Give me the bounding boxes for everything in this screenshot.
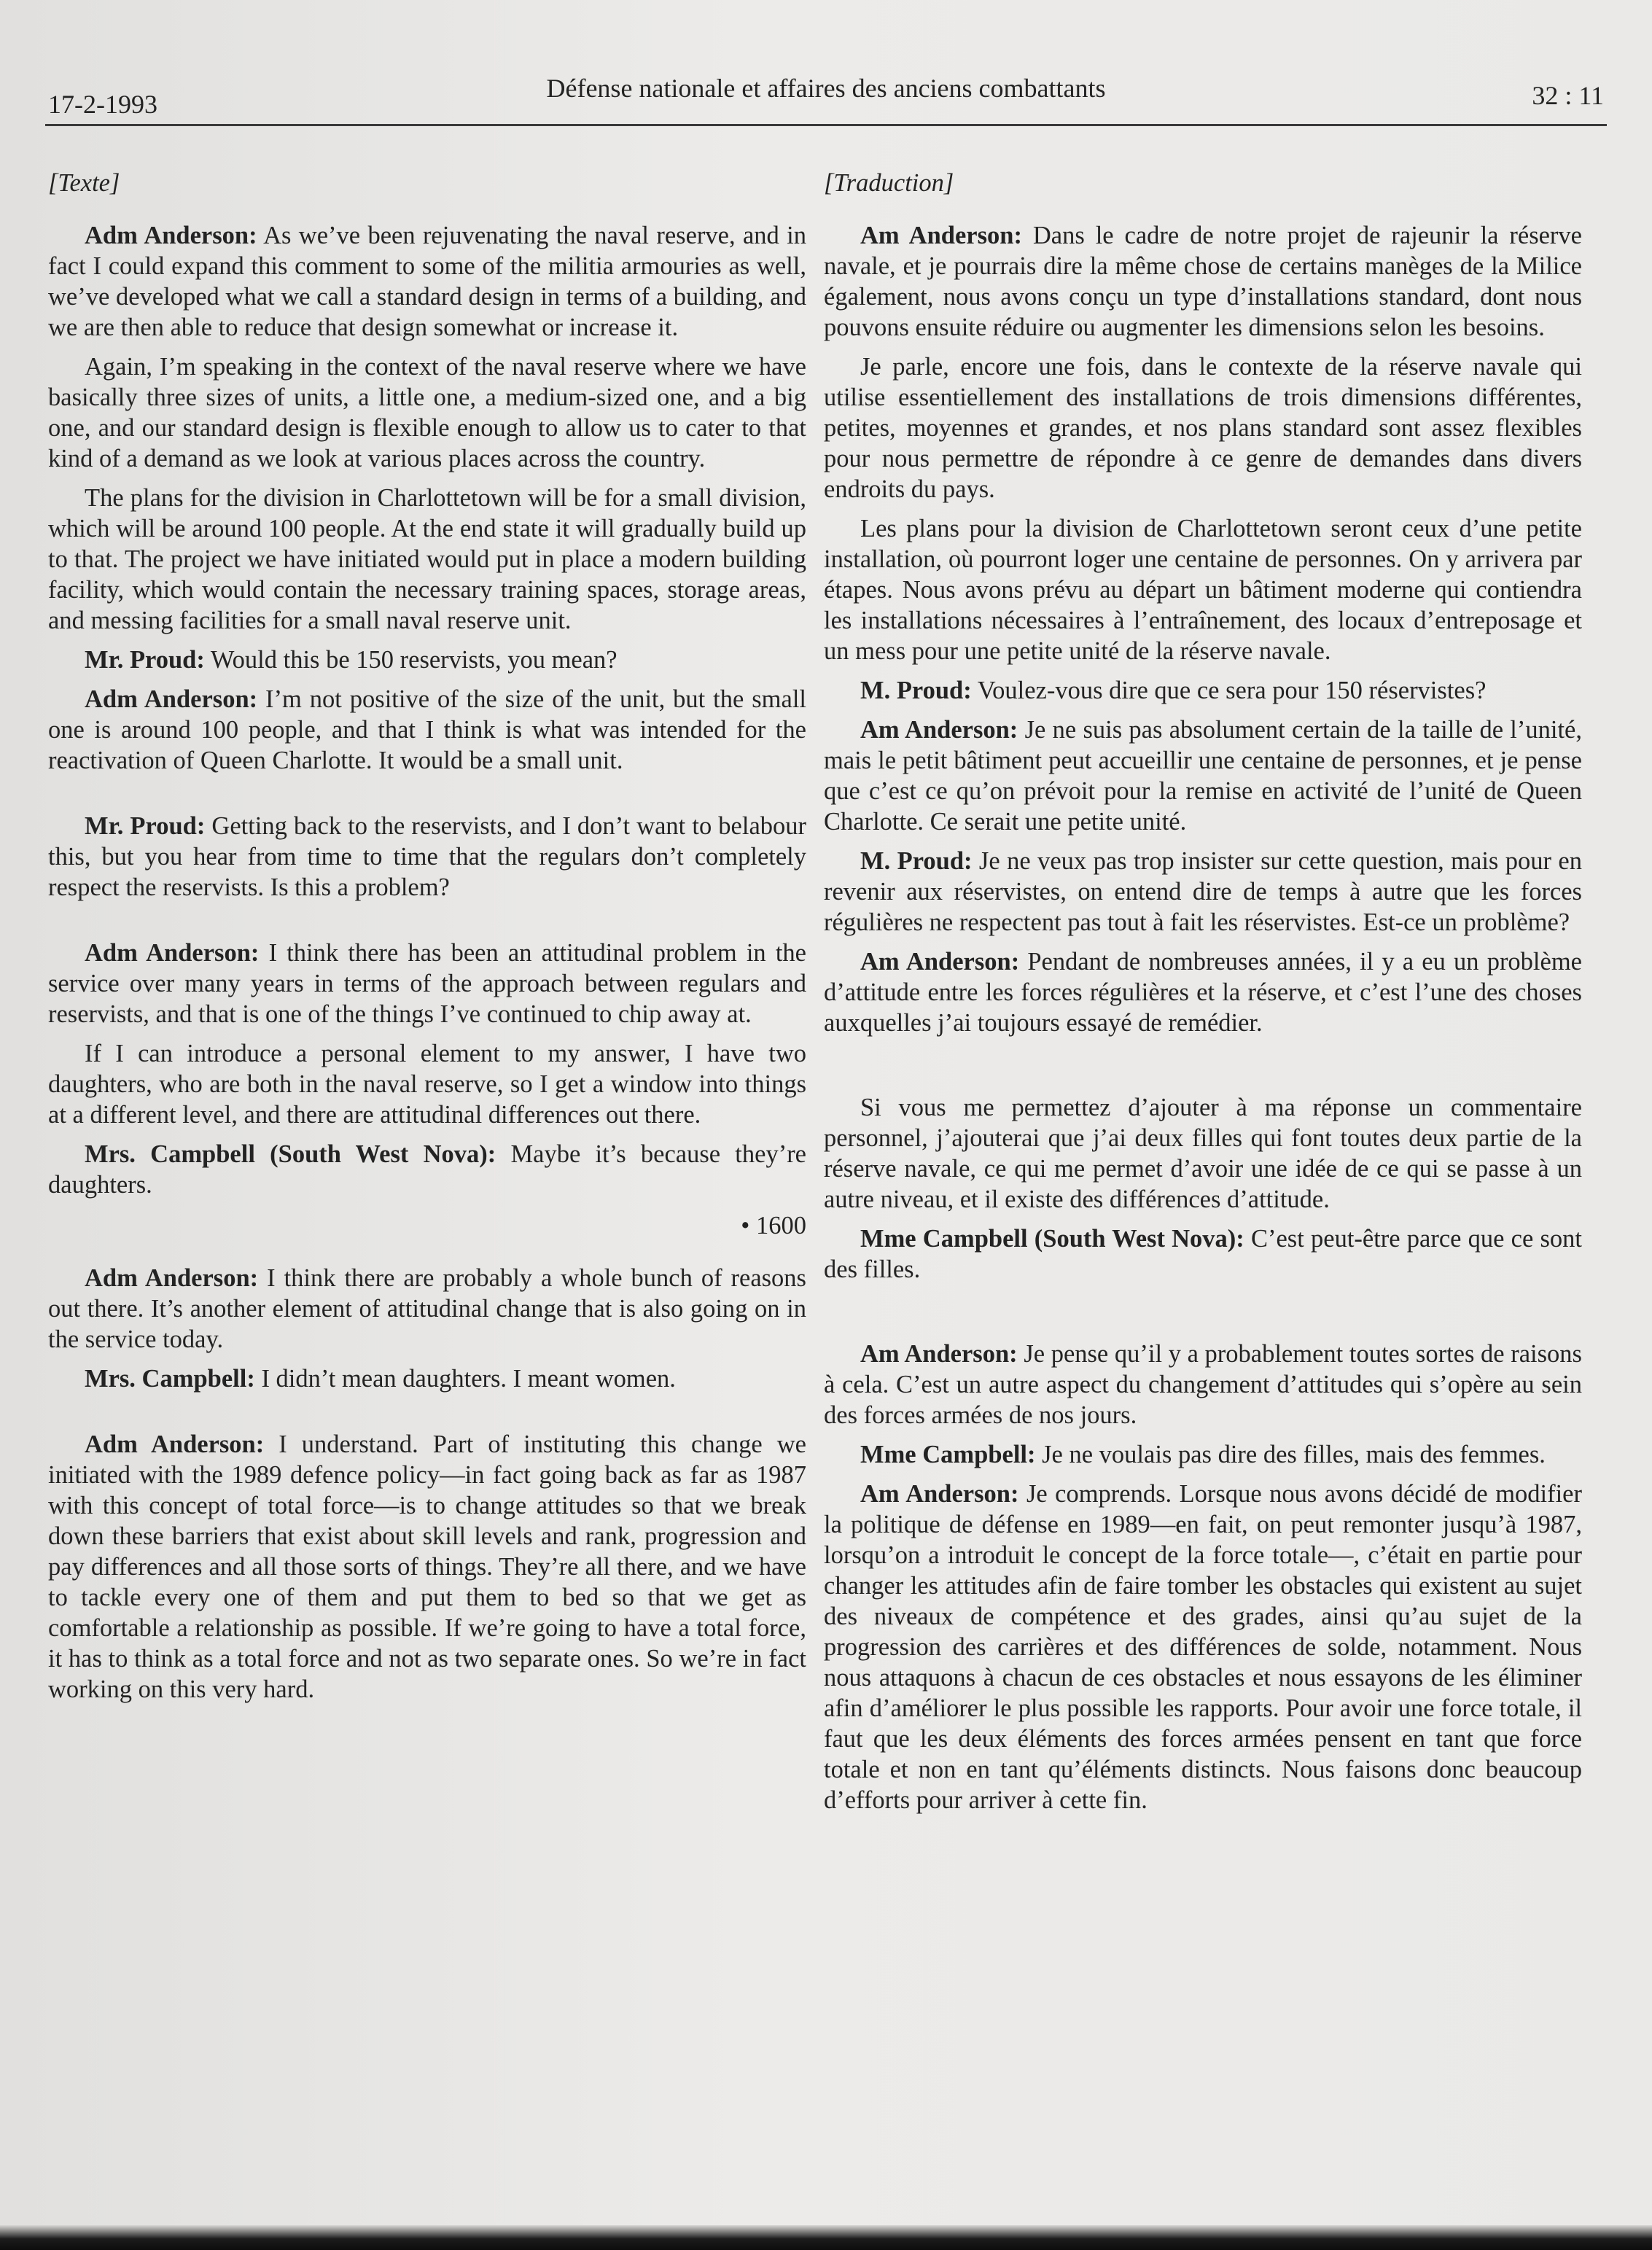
- speaker-name: Adm Anderson:: [85, 1264, 259, 1292]
- paragraph: [824, 1439, 1582, 1470]
- paragraph: [48, 938, 806, 1029]
- speaker-name: Adm Anderson:: [85, 939, 260, 967]
- speech-text: Je comprends. Lorsque nous avons décidé de modifier la politique de défense en 1989—en fait, on peut remonter jusqu’à 1987, lorsqu’on a introduit le concept de la force totale—, c’était en partie pour changer les attitudes afin de faire tomber les obstacles qui existent au sujet des niveaux de compétence et des grades, ainsi qu’au sujet de la progression des carrières et des différences de solde, notamment. Nous nous attaquons à chacun de ces obstacles et nous essayons de les éliminer afin d’améliorer le plus possible les rapports. Pour avoir une force totale, il faut que les deux éléments des forces armées pensent en tant que force totale et non en tant qu’éléments distincts. Nous faisons donc beaucoup d’efforts pour arriver à cette fin.: [824, 1480, 1582, 1814]
- header-title: Défense nationale et affaires des anciens combattants: [546, 74, 1106, 103]
- scan-bottom-edge: [0, 2225, 1652, 2250]
- speech-text: C’est peut-être parce que ce sont des filles.: [824, 1225, 1582, 1283]
- speaker-name: Mrs. Campbell (South West Nova):: [85, 1140, 496, 1168]
- paragraph: [824, 1479, 1582, 1815]
- speaker-name: M. Proud:: [860, 677, 972, 704]
- paragraph: Si vous me permettez d’ajouter à ma réponse un commentaire personnel, j’ajouterai que j’ai deux filles qui font toutes deux partie de la réserve navale, ce qui me permet d’avoir une idée de ce qui se passe à un autre niveau, et il existe des différences d’attitude.: [824, 1094, 1582, 1213]
- speech-text: I think there are probably a whole bunch of reasons out there. It’s another element of attitudinal change that is also going on in the service today.: [48, 1264, 806, 1353]
- speaker-name: M. Proud:: [860, 847, 973, 875]
- paragraph: [824, 946, 1582, 1038]
- speaker-name: Am Anderson:: [860, 716, 1018, 744]
- header-date: 17-2-1993: [48, 90, 157, 119]
- speech-text: Getting back to the reservists, and I don’t want to belabour this, but you hear from time to time that the regulars don’t completely respect the reservists. Is this a problem?: [48, 812, 806, 901]
- speaker-name: Am Anderson:: [860, 222, 1022, 249]
- speaker-name: Mr. Proud:: [85, 812, 206, 840]
- speech-text: Pendant de nombreuses années, il y a eu un problème d’attitude entre les forces régulières et la réserve, et c’est l’une des choses auxquelles j’ai toujours essayé de remédier.: [824, 948, 1582, 1037]
- paragraph: [824, 715, 1582, 837]
- speaker-name: Am Anderson:: [860, 1340, 1018, 1368]
- speech-text: Je pense qu’il y a probablement toutes sortes de raisons à cela. C’est un autre aspect du changement d’attitudes qui s’opère au sein des forces armées de nos jours.: [824, 1340, 1582, 1429]
- paragraph: [824, 846, 1582, 938]
- header-page-number: 32 : 11: [1532, 81, 1604, 110]
- speech-text: I didn’t mean daughters. I meant women.: [254, 1365, 676, 1393]
- paragraph: The plans for the division in Charlottetown will be for a small division, which will be around 100 people. At the end state it will gradually build up to that. The project we have initiated would put in place a modern building facility, which would contain the necessary training spaces, storage areas, and messing facilities for a small naval reserve unit.: [48, 484, 806, 634]
- paragraph: [824, 1339, 1582, 1430]
- paragraph: [824, 220, 1582, 343]
- speaker-name: Adm Anderson:: [85, 222, 257, 249]
- speech-text: I understand. Part of instituting this change we initiated with the 1989 defence policy—in fact going back as far as 1987 with this concept of total force—is to change attitudes so that we break down these barriers that exist about skill levels and rank, progression and pay differences and all those sorts of things. They’re all there, and we have to tackle every one of them and put them to bed so that we get as comfortable a relationship as possible. If we’re going to have a total force, it has to think as a total force and not as two separate ones. So we’re in fact working on this very hard.: [48, 1430, 806, 1703]
- time-marker: • 1600: [741, 1212, 806, 1239]
- speech-text: Would this be 150 reservists, you mean?: [204, 646, 617, 674]
- speech-text: I think there has been an attitudinal problem in the service over many years in terms of the approach between regulars and reservists, and that is one of the things I’ve continued to chip away at.: [48, 939, 806, 1028]
- english-column: [48, 168, 806, 1713]
- paragraph: Les plans pour la division de Charlottetown seront ceux d’une petite installation, où pourront loger une centaine de personnes. On y arrivera par étapes. Nous avons prévu au départ un bâtiment moderne qui contiendra les installations nécessaires à l’entraînement, des locaux d’entreposage et un mess pour une petite unité de la réserve navale.: [824, 515, 1582, 665]
- spacer: [824, 1293, 1582, 1339]
- paragraph: [48, 1263, 806, 1355]
- paragraph: [48, 1363, 806, 1394]
- speaker-name: Adm Anderson:: [85, 685, 258, 713]
- speech-text: Je ne voulais pas dire des filles, mais des femmes.: [1035, 1441, 1546, 1468]
- speaker-name: Mr. Proud:: [85, 646, 205, 674]
- speaker-name: Mme Campbell (South West Nova):: [860, 1225, 1244, 1253]
- speech-text: Je ne veux pas trop insister sur cette question, mais pour en revenir aux réservistes, on entend dire de temps à autre que les forces régulières ne respectent pas tout à fait les réservistes. Est-ce un problème?: [824, 847, 1582, 936]
- speech-text: As we’ve been rejuvenating the naval reserve, and in fact I could expand this comment to some of the militia armouries as well, we’ve developed what we call a standard design in terms of a building, and we are then able to reduce that design somewhat or increase it.: [48, 222, 806, 341]
- spacer: [48, 911, 806, 938]
- speech-text: I’m not positive of the size of the unit, but the small one is around 100 people, and that I think is what was intended for the reactivation of Queen Charlotte. It would be a small unit.: [48, 685, 806, 774]
- paragraph: Je parle, encore une fois, dans le contexte de la réserve navale qui utilise essentiellement des installations de trois dimensions différentes, petites, moyennes et grandes, et nos plans standard sont assez flexibles pour nous permettre de répondre à ce genre de demandes dans divers endroits du pays.: [824, 353, 1582, 503]
- speaker-name: Am Anderson:: [860, 948, 1020, 976]
- french-column: [824, 168, 1582, 1824]
- speaker-name: Am Anderson:: [860, 1480, 1019, 1508]
- paragraph: Again, I’m speaking in the context of the naval reserve where we have basically three sizes of units, a little one, a medium-sized one, and a big one, and our standard design is flexible enough to allow us to cater to that kind of a demand as we look at various places across the country.: [48, 353, 806, 472]
- paragraph: [48, 684, 806, 776]
- spacer: [824, 1047, 1582, 1092]
- column-label-traduction: [Traduction]: [824, 169, 954, 197]
- paragraph: [48, 1139, 806, 1200]
- paragraph: [48, 645, 806, 675]
- spacer: [48, 1403, 806, 1429]
- paragraph: [48, 220, 806, 343]
- paragraph: [48, 811, 806, 903]
- paragraph: [824, 675, 1582, 706]
- speech-text: Dans le cadre de notre projet de rajeunir la réserve navale, et je pourrais dire la même chose de certains manèges de la Milice également, nous avons conçu un type d’installations standard, dont nous pouvons ensuite réduire ou augmenter les dimensions selon les besoins.: [824, 222, 1582, 341]
- speaker-name: Adm Anderson:: [85, 1430, 265, 1458]
- speech-text: Voulez-vous dire que ce sera pour 150 réservistes?: [971, 677, 1487, 704]
- spacer: [48, 785, 806, 811]
- paragraph: [824, 1223, 1582, 1285]
- page-header: [45, 73, 1607, 126]
- speaker-name: Mme Campbell:: [860, 1441, 1036, 1468]
- column-label-texte: [Texte]: [48, 169, 120, 197]
- paragraph: [48, 1429, 806, 1705]
- paragraph: If I can introduce a personal element to my answer, I have two daughters, who are both in the naval reserve, so I get a window into things at a different level, and there are attitudinal differences out there.: [48, 1040, 806, 1129]
- speaker-name: Mrs. Campbell:: [85, 1365, 255, 1393]
- speech-text: Maybe it’s because they’re daughters.: [48, 1140, 806, 1199]
- speech-text: Je ne suis pas absolument certain de la taille de l’unité, mais le petit bâtiment peut accueillir une centaine de personnes, et je pense que c’est ce qu’on prévoit pour la remise en activité de l’unité de Queen Charlotte. Ce serait une petite unité.: [824, 716, 1582, 836]
